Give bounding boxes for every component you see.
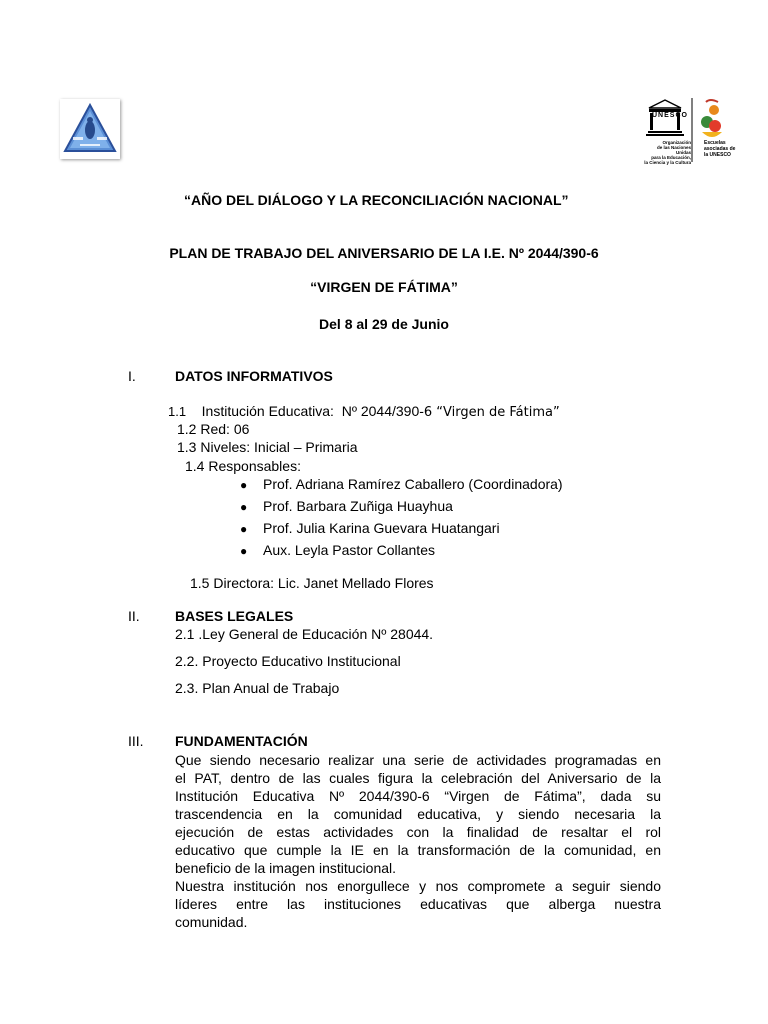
- item-1-4-responsables: 1.4 Responsables:: [185, 458, 301, 474]
- list-item: Prof. Adriana Ramírez Caballero (Coordinadora): [263, 476, 563, 492]
- section-3-number: III.: [128, 733, 144, 749]
- fundamentacion-paragraph-1: Que siendo necesario realizar una serie de actividades programadas en el PAT, dentro de las cuales figura la celebración del Aniversario de la Institución Educativa Nº 2044/390-6 “Virgen de Fátima”, dada su trascendencia en la comunidad educativa, y siendo necesaria la ejecución de estas actividades con la finalidad de resaltar el rol educativo que cumple la IE en la transformación de la comunidad, en beneficio de la imagen institucional.: [175, 752, 661, 876]
- item-1-2-red: 1.2 Red: 06: [177, 421, 250, 437]
- section-1-number: I.: [128, 368, 136, 384]
- year-title: “AÑO DEL DIÁLOGO Y LA RECONCILIACIÓN NACIONAL”: [184, 192, 569, 208]
- bullet-icon: ●: [240, 500, 248, 514]
- school-seal-icon: [60, 99, 120, 159]
- item-1-3-niveles: 1.3 Niveles: Inicial – Primaria: [177, 439, 358, 455]
- list-item: Aux. Leyla Pastor Collantes: [263, 542, 435, 558]
- item-1-1: 1.1 Institución Educativa: Nº 2044/390-6 “Virgen de Fátima”: [168, 403, 560, 420]
- section-3-heading: FUNDAMENTACIÓN: [175, 733, 308, 749]
- bullet-icon: ●: [240, 544, 248, 558]
- dates: Del 8 al 29 de Junio: [319, 316, 449, 332]
- list-item: Prof. Barbara Zuñiga Huayhua: [263, 498, 453, 514]
- school-logo: [60, 99, 120, 159]
- bullet-icon: ●: [240, 522, 248, 536]
- list-item: Prof. Julia Karina Guevara Huatangari: [263, 520, 500, 536]
- plan-title: PLAN DE TRABAJO DEL ANIVERSARIO DE LA I.E. Nº 2044/390-6: [169, 245, 599, 261]
- fundamentacion-paragraph-2: Nuestra institución nos enorgullece y nos compromete a seguir siendo líderes entre las instituciones educativas que alberga nuestra comunidad.: [175, 878, 661, 930]
- school-name: “VIRGEN DE FÁTIMA”: [310, 279, 458, 295]
- unesco-logo: [640, 96, 750, 166]
- legal-item: 2.3. Plan Anual de Trabajo: [175, 680, 340, 696]
- bullet-icon: ●: [240, 478, 248, 492]
- unesco-org-text: Organización de las Naciones Unidas para la Educación, la Ciencia y la Cultura: [644, 140, 691, 165]
- section-1-heading: DATOS INFORMATIVOS: [175, 368, 333, 384]
- item-1-5-directora: 1.5 Directora: Lic. Janet Mellado Flores: [190, 575, 434, 591]
- section-2-number: II.: [128, 608, 140, 624]
- legal-item: 2.2. Proyecto Educativo Institucional: [175, 653, 401, 669]
- unesco-schools-text: Escuelas asociadas de la UNESCO: [704, 140, 736, 158]
- legal-item: 2.1 .Ley General de Educación Nº 28044.: [175, 626, 434, 642]
- section-2-heading: BASES LEGALES: [175, 608, 294, 624]
- unesco-word: UNESCO: [652, 112, 688, 119]
